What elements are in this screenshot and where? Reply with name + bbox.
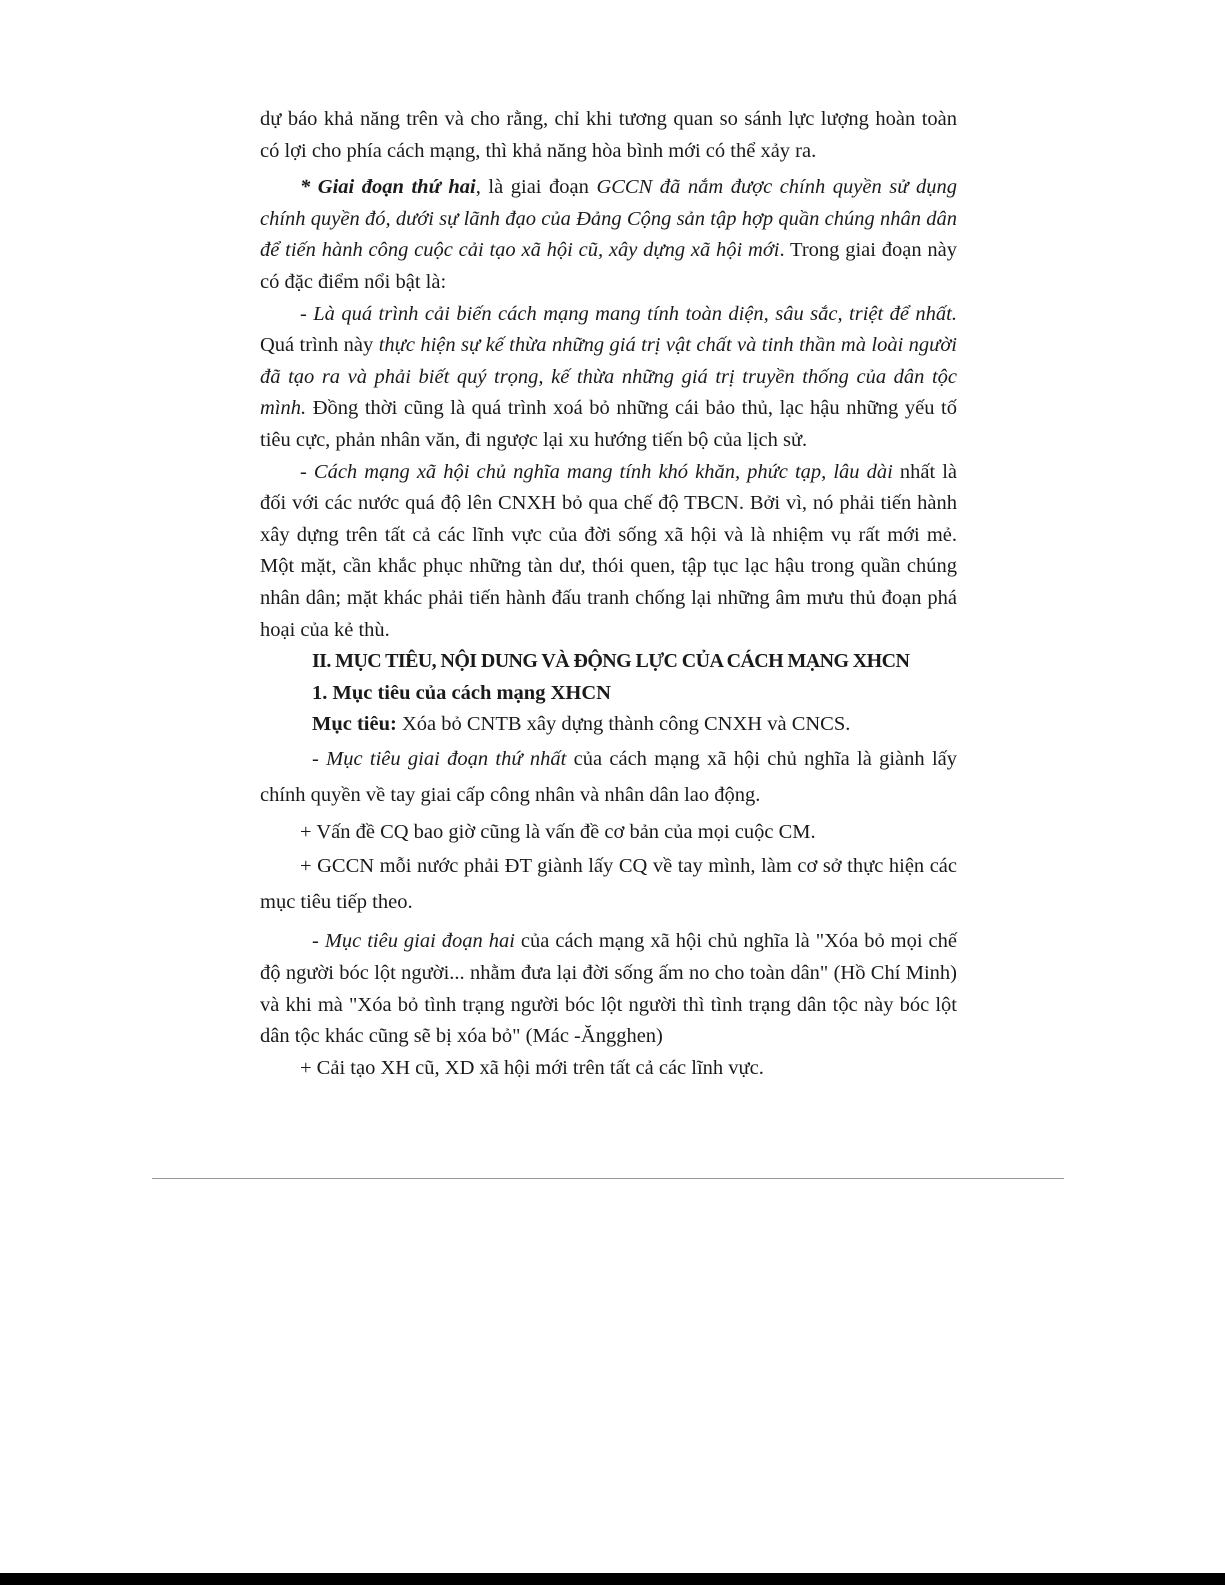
second-stage-lead: * Giai đoạn thứ hai [300,176,476,199]
section-heading: II. MỤC TIÊU, NỘI DUNG VÀ ĐỘNG LỰC CỦA CÁCH MẠNG XHCN [312,650,910,673]
paragraph-first-stage-goal [260,741,957,813]
first-goal-dash: - [312,747,327,770]
goal-label: Mục tiêu: [312,713,397,736]
transformation-italic-2: thực hiện sự kế thừa những giá trị vật chất và tinh thần mà loài người đã tạo ra và phải biết quý trọng, kế thừa những giá trị truyền thống của dân tộc mình. [260,334,957,420]
second-stage-italic: GCCN đã nắm được chính quyền sử dụng chính quyền đó, dưới sự lãnh đạo của Đảng Cộng sản tập hợp quần chúng nhân dân để tiến hành công cuộc cải tạo xã hội cũ, xây dựng xã hội mới [260,176,957,262]
first-goal-italic: Mục tiêu giai đoạn thứ nhất [326,747,567,770]
difficulty-dash: - [300,460,314,483]
paragraph-second-stage [260,172,957,298]
page-divider [152,1178,1064,1179]
document-page [260,104,957,1084]
bottom-edge-bar [0,1573,1225,1585]
bullet-power-question: + Vấn đề CQ bao giờ cũng là vấn đề cơ bản của mọi cuộc CM. [300,820,816,843]
paragraph-second-stage-goal [260,926,957,1052]
second-goal-dash: - [312,930,325,953]
subsection-heading: 1. Mục tiêu của cách mạng XHCN [312,681,611,704]
bullet-reform: + Cải tạo XH cũ, XD xã hội mới trên tất cả các lĩnh vực. [300,1056,764,1079]
first-goal-normal: của cách mạng xã hội chủ nghĩa là giành lấy chính quyền về tay giai cấp công nhân và nhân dân lao động. [260,747,957,806]
second-stage-tail: . Trong giai đoạn này có đặc điểm nổi bật là: [260,239,957,293]
second-stage-mid: , là giai đoạn [475,176,597,199]
transformation-normal-1: Quá trình này [260,334,379,357]
transformation-italic-1: - Là quá trình cải biến cách mạng mang tính toàn diện, sâu sắc, triệt để nhất. [300,302,957,325]
paragraph-intro: dự báo khả năng trên và cho rằng, chỉ khi tương quan so sánh lực lượng hoàn toàn có lợi cho phía cách mạng, thì khả năng hòa bình mới có thể xảy ra. [260,108,957,162]
bullet-seize-power: + GCCN mỗi nước phải ĐT giành lấy CQ về tay mình, làm cơ sở thực hiện các mục tiêu tiếp theo. [260,855,957,914]
difficulty-normal: nhất là đối với các nước quá độ lên CNXH bỏ qua chế độ TBCN. Bởi vì, nó phải tiến hành xây dựng trên tất cả các lĩnh vực của đời sống xã hội và là nhiệm vụ rất mới mẻ. Một mặt, cần khắc phục những tàn dư, thói quen, tập tục lạc hậu trong quần chúng nhân dân; mặt khác phải tiến hành đấu tranh chống lại những âm mưu thủ đoạn phá hoại của kẻ thù. [260,460,957,641]
second-goal-italic: Mục tiêu giai đoạn hai [324,930,515,953]
difficulty-italic: Cách mạng xã hội chủ nghĩa mang tính khó khăn, phức tạp, lâu dài [313,460,893,483]
goal-text: Xóa bỏ CNTB xây dựng thành công CNXH và CNCS. [396,713,851,736]
second-goal-normal: của cách mạng xã hội chủ nghĩa là "Xóa bỏ mọi chế độ người bóc lột người... nhằm đưa lại đời sống ấm no cho toàn dân" (Hồ Chí Minh) và khi mà "Xóa bỏ tình trạng người bóc lột người thì tình trạng dân tộc này bóc lột dân tộc khác cũng sẽ bị xóa bỏ" (Mác -Ăngghen) [260,930,957,1048]
paragraph-transformation [260,299,957,457]
paragraph-difficulty [260,457,957,647]
transformation-normal-2: Đồng thời cũng là quá trình xoá bỏ những cái bảo thủ, lạc hậu những yếu tố tiêu cực, phản nhân văn, đi ngược lại xu hướng tiến bộ của lịch sử. [260,397,957,451]
paragraph-goal [260,709,957,741]
